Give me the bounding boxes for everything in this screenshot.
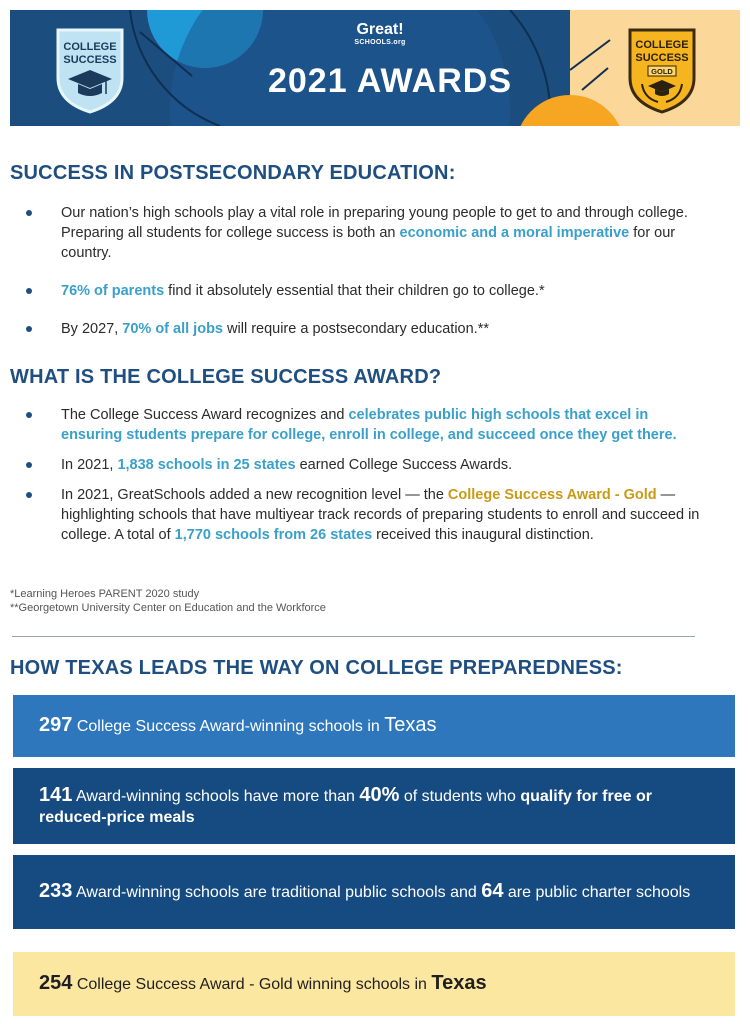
- stat-box-traditional-charter: 233 Award-winning schools are traditional public schools and 64 are public charter schools: [13, 855, 735, 929]
- list-item: Our nation’s high schools play a vital role in preparing young people to get to and through college. Preparing all students for college success is both an economic and a moral imperative for our country.: [0, 203, 750, 263]
- badge-line1: COLLEGE: [63, 41, 117, 53]
- stat-box-free-reduced-meals: 141 Award-winning schools have more than 40% of students who qualify for free or reduced-price meals: [13, 768, 735, 844]
- section-heading-postsecondary: SUCCESS IN POSTSECONDARY EDUCATION:: [10, 162, 456, 184]
- gold-badge-line1: COLLEGE: [635, 39, 689, 51]
- bullet-dot: [26, 492, 32, 498]
- gold-badge-line2: SUCCESS: [635, 52, 689, 64]
- section-divider: [12, 636, 695, 637]
- stat-percent: 40%: [359, 783, 400, 806]
- list-item: In 2021, 1,838 schools in 25 states earned College Success Awards.: [0, 455, 750, 475]
- stat-box-gold-schools: 254 College Success Award - Gold winning schools in Texas: [13, 952, 735, 1016]
- section-heading-award: WHAT IS THE COLLEGE SUCCESS AWARD?: [10, 366, 442, 388]
- brand-name: Great!: [356, 21, 404, 38]
- greatschools-logo: [350, 22, 410, 46]
- list-item: The College Success Award recognizes and celebrates public high schools that excel in ensuring students prepare for college, enroll in college, and succeed once they get there.: [0, 405, 750, 445]
- gold-tier-label: GOLD: [651, 67, 673, 76]
- stat-number: 233: [39, 880, 73, 902]
- awards-banner: [10, 10, 740, 126]
- postsecondary-list: [0, 203, 750, 339]
- list-item: In 2021, GreatSchools added a new recognition level — the College Success Award - Gold — highlighting schools that have multiyear track records of preparing students to enroll and succeed in college. A total of 1,770 schools from 26 states received this inaugural distinction.: [0, 485, 750, 545]
- state-name: Texas: [384, 714, 437, 736]
- stat-number: 297: [39, 714, 73, 736]
- stat-number: 254: [39, 972, 73, 994]
- bullet-dot: [26, 288, 32, 294]
- award-list: [0, 405, 750, 545]
- state-name: Texas: [431, 972, 487, 994]
- bullet-dot: [26, 210, 32, 216]
- badge-line2: SUCCESS: [63, 54, 117, 66]
- stat-number-charter: 64: [481, 880, 504, 902]
- list-item: 76% of parents find it absolutely essential that their children go to college.*: [0, 281, 750, 301]
- stat-number: 141: [39, 783, 73, 806]
- stat-box-award-winning-schools: 297 College Success Award-winning schools in Texas: [13, 695, 735, 757]
- bullet-dot: [26, 412, 32, 418]
- brand-domain: SCHOOLS.org: [354, 39, 406, 46]
- college-success-gold-badge: [626, 26, 698, 114]
- awards-title: 2021 AWARDS: [267, 62, 513, 100]
- footnote-georgetown: **Georgetown University Center on Education and the Workforce: [10, 602, 326, 614]
- list-item: By 2027, 70% of all jobs will require a postsecondary education.**: [0, 319, 750, 339]
- section-heading-texas: HOW TEXAS LEADS THE WAY ON COLLEGE PREPAREDNESS:: [10, 657, 623, 679]
- bullet-dot: [26, 326, 32, 332]
- bullet-dot: [26, 462, 32, 468]
- college-success-badge: [54, 26, 126, 114]
- footnote-parent-study: *Learning Heroes PARENT 2020 study: [10, 588, 200, 600]
